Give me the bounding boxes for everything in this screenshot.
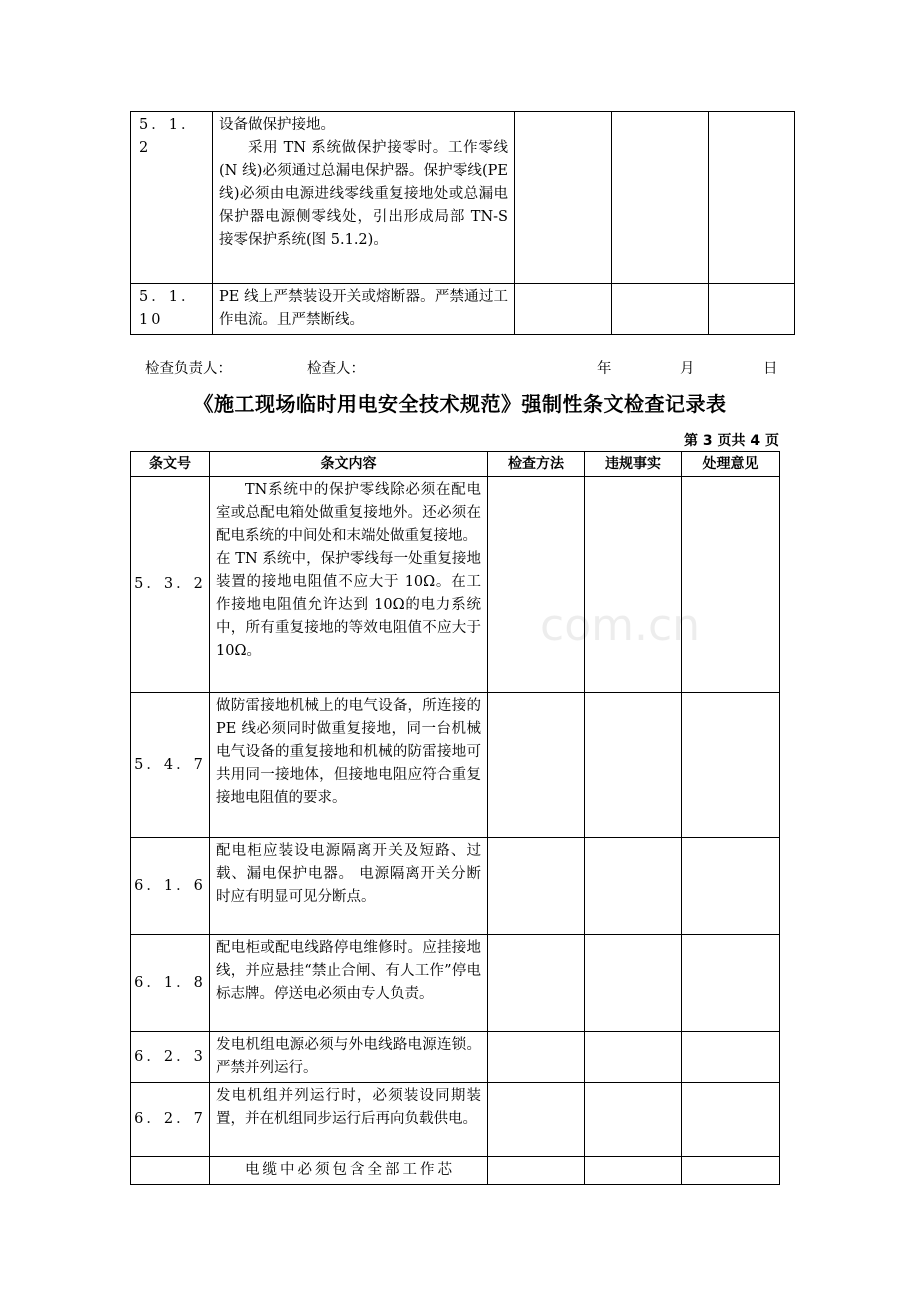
year-label: 年 [597,361,612,377]
clause-number: 5．4．7 [131,693,210,838]
inspector-label: 检查人： [307,361,365,377]
clause-text: 电缆中必须包含全部工作芯 [245,1162,455,1178]
watermark: com.cn [540,600,701,651]
clause-number: 5．1．10 [131,284,213,335]
header-handling-opinion: 处理意见 [682,452,780,477]
check-method-cell [488,1032,585,1083]
table-row [131,693,780,838]
check-method-cell [488,477,585,693]
clause-content [210,1032,488,1083]
inspector-in-charge-label: 检查负责人： [145,361,232,377]
clause-text: 在 TN 系统中，保护零线每一处重复接地装置的接地电阻值不应大于 10Ω。在工作接地电阻值允许达到 10Ω的电力系统中，所有重复接地的等效电阻值不应大于 10Ω。 [216,551,481,659]
page-title: 《施工现场临时用电安全技术规范》强制性条文检查记录表 [193,392,727,416]
clause-content [210,1083,488,1157]
handling-opinion-cell [709,112,795,284]
table-row [131,935,780,1032]
clause-number: 5．1．2 [131,112,213,284]
header-clause-number: 条文号 [131,452,210,477]
clause-content [210,477,488,693]
check-method-cell [488,1157,585,1185]
month-label: 月 [680,361,695,377]
clause-content [210,838,488,935]
handling-opinion-cell [682,838,780,935]
table-row [131,112,795,284]
table-row [131,477,780,693]
clause-text: TN系统中的保护零线除必须在配电室或总配电箱处做重复接地外。还必须在配电系统的中间处和末端处做重复接地。 [216,482,481,544]
header-violation-fact: 违规事实 [585,452,682,477]
violation-fact-cell [612,112,709,284]
day-label: 日 [763,361,778,377]
clause-number: 6．2．3 [131,1032,210,1083]
clause-number: 6．1．6 [131,838,210,935]
page-number: 第 3 页共 4 页 [684,433,779,449]
check-method-cell [488,1083,585,1157]
previous-page-table [130,111,795,335]
table-row [131,284,795,335]
check-method-cell [515,284,612,335]
clause-text: 发电机组并列运行时，必须装设同期装置，并在机组同步运行后再向负载供电。 [216,1088,481,1127]
clause-number: 6．1．8 [131,935,210,1032]
clause-number [131,1157,210,1185]
clause-text: 配电柜或配电线路停电维修时。应挂接地线，并应悬挂“禁止合闸、有人工作”停电标志牌。停送电必须由专人负责。 [216,940,481,1002]
handling-opinion-cell [682,1157,780,1185]
signature-row [145,357,780,379]
violation-fact-cell [585,1032,682,1083]
clause-number: 6．2．7 [131,1083,210,1157]
inspection-record-table [130,451,780,1185]
clause-text: PE 线上严禁装设开关或熔断器。严禁通过工作电流。且严禁断线。 [219,289,508,328]
clause-text: 采用 TN 系统做保护接零时。工作零线(N 线)必须通过总漏电保护器。保护零线(PE 线)必须由电源进线零线重复接地处或总漏电保护器电源侧零线处，引出形成局部 TN-S 接零保护系统(图 5.1.2)。 [219,140,508,248]
table-row [131,1157,780,1185]
header-check-method: 检查方法 [488,452,585,477]
handling-opinion-cell [709,284,795,335]
clause-content [213,112,515,284]
header-clause-content: 条文内容 [210,452,488,477]
handling-opinion-cell [682,477,780,693]
check-method-cell [488,693,585,838]
handling-opinion-cell [682,1083,780,1157]
violation-fact-cell [585,838,682,935]
handling-opinion-cell [682,693,780,838]
violation-fact-cell [585,477,682,693]
clause-text: 配电柜应装设电源隔离开关及短路、过载、漏电保护电器。 电源隔离开关分断时应有明显可见分断点。 [216,843,481,905]
clause-content [210,693,488,838]
clause-text: 发电机组电源必须与外电线路电源连锁。严禁并列运行。 [216,1037,481,1076]
clause-number: 5．3．2 [131,477,210,693]
handling-opinion-cell [682,1032,780,1083]
clause-content [210,935,488,1032]
table-row [131,838,780,935]
check-method-cell [515,112,612,284]
violation-fact-cell [612,284,709,335]
violation-fact-cell [585,1083,682,1157]
clause-text: 做防雷接地机械上的电气设备，所连接的 PE 线必须同时做重复接地，同一台机械电气设备的重复接地和机械的防雷接地可共用同一接地体，但接地电阻应符合重复接地电阻值的要求。 [216,698,481,806]
handling-opinion-cell [682,935,780,1032]
clause-content [213,284,515,335]
violation-fact-cell [585,1157,682,1185]
check-method-cell [488,838,585,935]
violation-fact-cell [585,935,682,1032]
table-header-row [131,452,780,477]
clause-text: 设备做保护接地。 [219,117,335,133]
table-row [131,1083,780,1157]
table-row [131,1032,780,1083]
check-method-cell [488,935,585,1032]
violation-fact-cell [585,693,682,838]
clause-content [210,1157,488,1185]
